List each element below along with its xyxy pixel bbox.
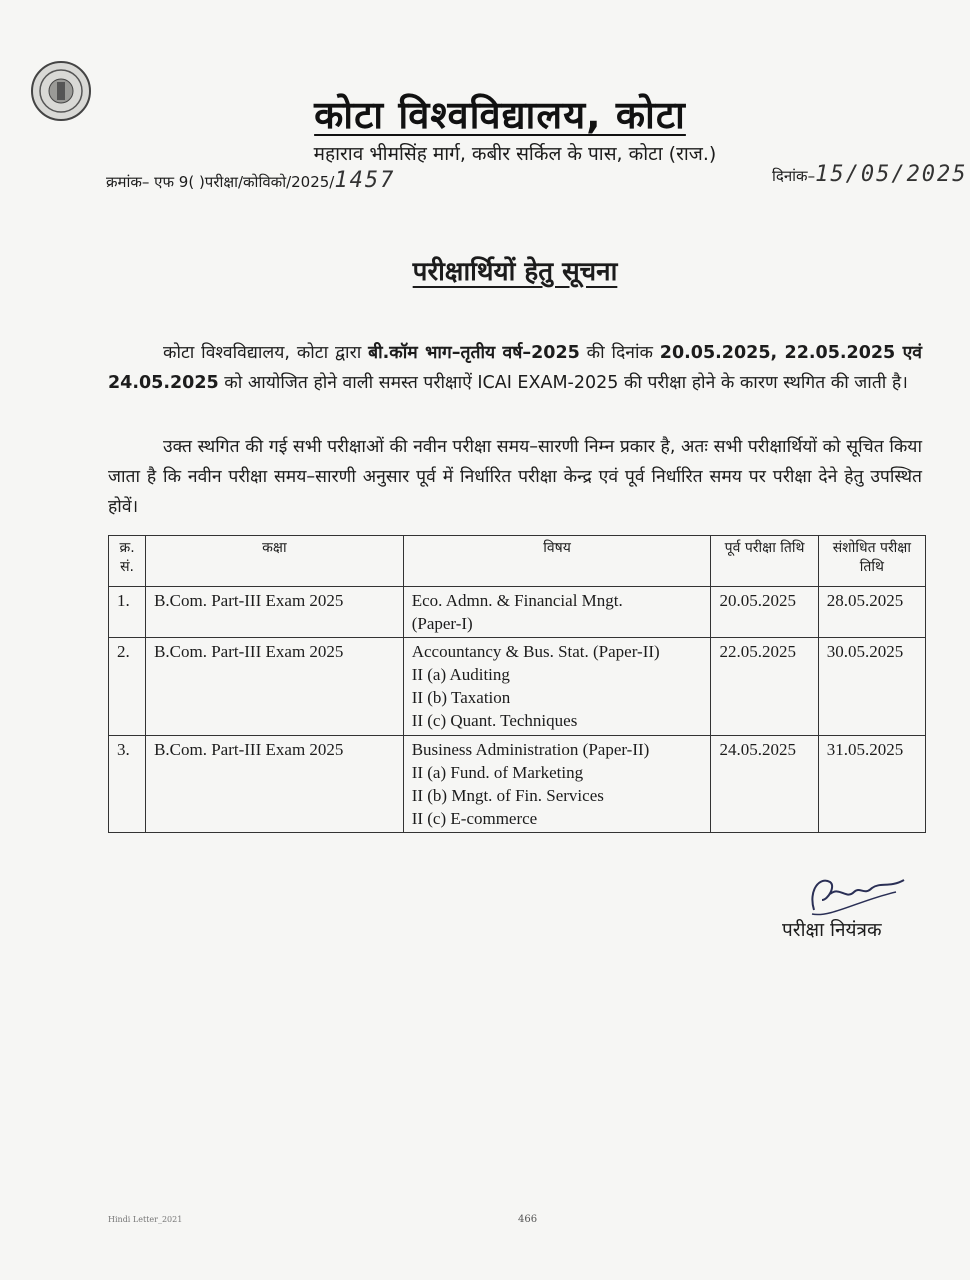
university-title: कोटा विश्वविद्यालय, कोटा <box>314 93 686 137</box>
cell-sno: 3. <box>109 736 146 833</box>
cell-revised-date: 30.05.2025 <box>818 638 925 736</box>
cell-class: B.Com. Part-III Exam 2025 <box>146 736 404 833</box>
notice-paragraph-1: कोटा विश्वविद्यालय, कोटा द्वारा बी.कॉम भाग–तृतीय वर्ष–2025 की दिनांक 20.05.2025, 22.05.2025 एवं 24.05.2025 को आयोजित होने वाली समस्त परीक्षाऐं ICAI EXAM-2025 की परीक्षा होने के कारण स्थगित की जाती है। <box>108 343 922 393</box>
cell-sno: 1. <box>109 587 146 638</box>
table-header-row <box>109 536 926 587</box>
cell-previous-date: 22.05.2025 <box>711 638 818 736</box>
cell-class: B.Com. Part-III Exam 2025 <box>146 587 404 638</box>
header-subject: विषय <box>403 536 711 587</box>
header-previous-date: पूर्व परीक्षा तिथि <box>711 536 818 587</box>
postponed-dates: 20.05.2025, 22.05.2025 एवं 24.05.2025 <box>108 343 922 393</box>
cell-sno: 2. <box>109 638 146 736</box>
notice-heading: परीक्षार्थियों हेतु सूचना <box>412 257 618 287</box>
ref-number-handwritten: 1457 <box>334 168 396 193</box>
ref-prefix: क्रमांक– एफ 9( )परीक्षा/कोविको/2025/ <box>106 173 335 191</box>
header-revised-date: संशोधित परीक्षा तिथि <box>818 536 925 587</box>
cell-previous-date: 24.05.2025 <box>711 736 818 833</box>
cell-revised-date: 28.05.2025 <box>818 587 925 638</box>
header-sno: क्र. सं. <box>109 536 146 587</box>
footer-page-number: 466 <box>518 1214 538 1225</box>
table-row <box>109 638 926 736</box>
cell-revised-date: 31.05.2025 <box>818 736 925 833</box>
cell-previous-date: 20.05.2025 <box>711 587 818 638</box>
date-label: दिनांक– <box>772 167 816 185</box>
table-row <box>109 736 926 833</box>
university-seal-icon <box>30 60 92 122</box>
issue-date <box>772 162 968 187</box>
cell-subject: Business Administration (Paper-II) II (a) Fund. of Marketing II (b) Mngt. of Fin. Services II (c) E-commerce <box>403 736 711 833</box>
date-value-handwritten: 15/05/2025 <box>815 162 968 187</box>
exam-controller-title: परीक्षा नियंत्रक <box>782 919 882 941</box>
cell-subject: Eco. Admn. & Financial Mngt. (Paper-I) <box>403 587 711 638</box>
header-class: कक्षा <box>146 536 404 587</box>
cell-class: B.Com. Part-III Exam 2025 <box>146 638 404 736</box>
footer-template-name: Hindi Letter_2021 <box>108 1215 183 1224</box>
table-row <box>109 587 926 638</box>
university-address: महाराव भीमसिंह मार्ग, कबीर सर्किल के पास, कोटा (राज.) <box>313 143 717 165</box>
cell-subject: Accountancy & Bus. Stat. (Paper-II) II (a) Auditing II (b) Taxation II (c) Quant. Techniques <box>403 638 711 736</box>
notice-paragraph-2: उक्त स्थगित की गई सभी परीक्षाओं की नवीन परीक्षा समय–सारणी निम्न प्रकार है, अतः सभी परीक्षार्थियों को सूचित किया जाता है कि नवीन परीक्षा समय–सारणी अनुसार पूर्व में निर्धारित परीक्षा केन्द्र एवं पूर्व निर्धारित समय पर परीक्षा देने हेतु उपस्थित होवें। <box>108 437 922 517</box>
signature-icon <box>800 870 910 920</box>
revised-schedule-table <box>108 535 926 833</box>
reference-number <box>106 168 395 193</box>
course-name: बी.कॉम भाग–तृतीय वर्ष–2025 <box>368 343 580 363</box>
